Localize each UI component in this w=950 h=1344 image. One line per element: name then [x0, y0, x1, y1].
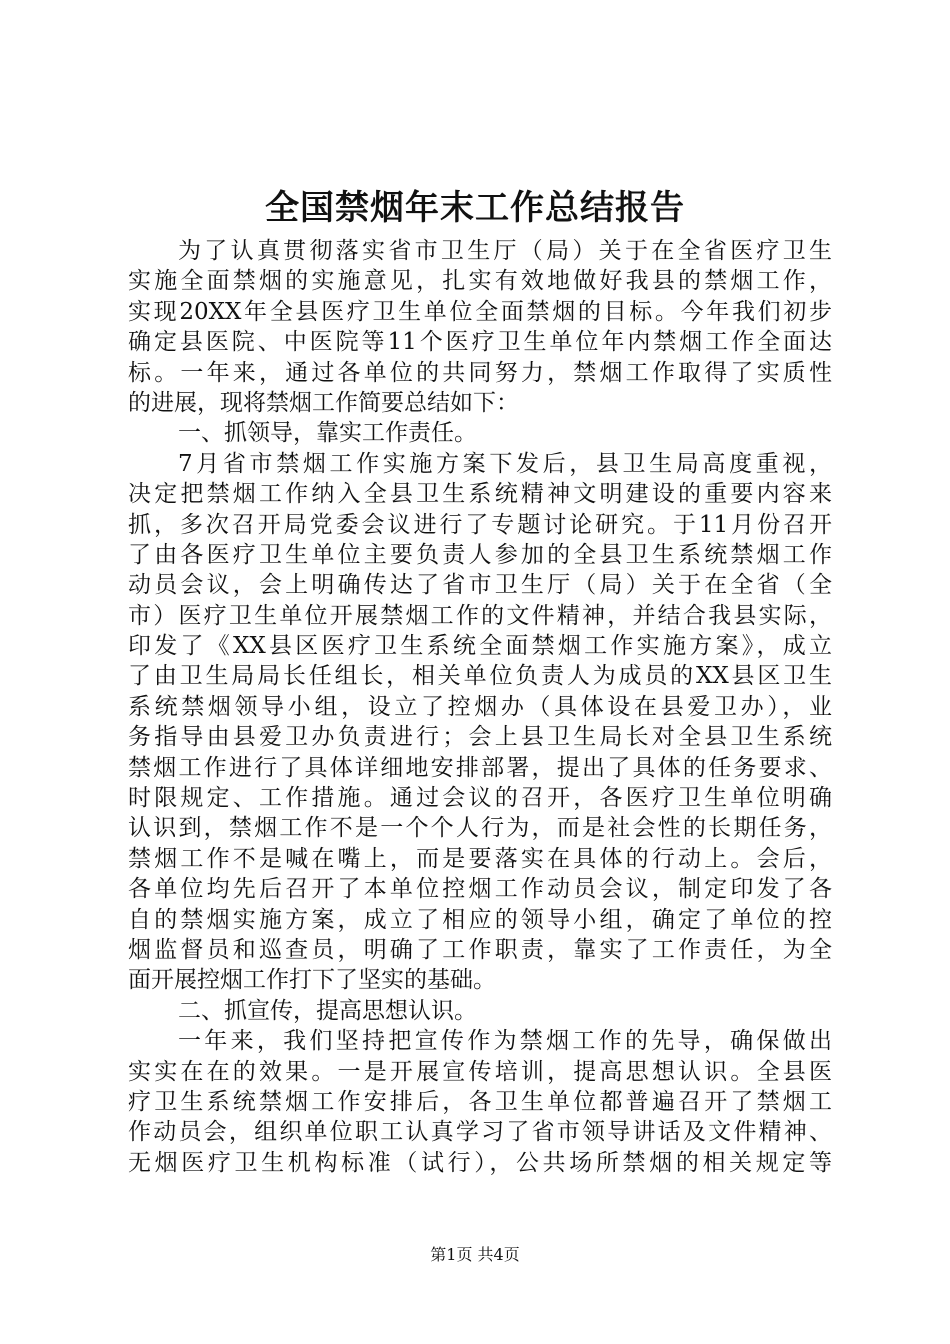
body-line: 务指导由县爱卫办负责进行；会上县卫生局长对全县卫生系统 — [128, 724, 832, 751]
body-line: 面开展控烟工作打下了坚实的基础。 — [128, 967, 496, 994]
body-line: 为了认真贯彻落实省市卫生厅（局）关于在全省医疗卫生 — [178, 238, 832, 264]
body-line: 系统禁烟领导小组，设立了控烟办（具体设在县爱卫办），业 — [128, 693, 832, 720]
body-line: 抓，多次召开局党委会议进行了专题讨论研究。于11月份召开 — [128, 511, 832, 538]
body-line: 的进展，现将禁烟工作简要总结如下： — [128, 389, 519, 416]
body-line: 实施全面禁烟的实施意见，扎实有效地做好我县的禁烟工作， — [128, 268, 832, 295]
body-line: 烟监督员和巡查员，明确了工作职责，靠实了工作责任，为全 — [128, 936, 832, 963]
body-line: 了由卫生局局长任组长，相关单位负责人为成员的XX县区卫生 — [128, 663, 832, 690]
body-line: 作动员会，组织单位职工认真学习了省市领导讲话及文件精神、 — [128, 1119, 832, 1146]
body-line: 认识到，禁烟工作不是一个个人行为，而是社会性的长期任务， — [128, 815, 832, 842]
body-line: 市）医疗卫生单位开展禁烟工作的文件精神，并结合我县实际， — [128, 602, 832, 629]
section-heading: 一、抓领导，靠实工作责任。 — [178, 420, 477, 447]
body-line: 动员会议，会上明确传达了省市卫生厅（局）关于在全省（全 — [128, 572, 832, 599]
document-title: 全国禁烟年末工作总结报告 — [265, 188, 685, 228]
page-footer: 第1页 共4页 — [430, 1245, 520, 1264]
body-line: 自的禁烟实施方案，成立了相应的领导小组，确定了单位的控 — [128, 906, 832, 933]
body-line: 印发了《XX县区医疗卫生系统全面禁烟工作实施方案》，成立 — [128, 633, 832, 660]
section-heading: 二、抓宣传，提高思想认识。 — [178, 997, 477, 1024]
body-line: 时限规定、工作措施。通过会议的召开，各医疗卫生单位明确 — [128, 785, 832, 812]
body-line: 疗卫生系统禁烟工作安排后，各卫生单位都普遍召开了禁烟工 — [128, 1088, 832, 1115]
body-line: 各单位均先后召开了本单位控烟工作动员会议，制定印发了各 — [128, 876, 832, 903]
body-line: 实实在在的效果。一是开展宣传培训，提高思想认识。全县医 — [128, 1058, 832, 1085]
body-line: 一年来，我们坚持把宣传作为禁烟工作的先导，确保做出 — [178, 1028, 832, 1055]
document-body — [128, 236, 832, 1178]
body-line: 了由各医疗卫生单位主要负责人参加的全县卫生系统禁烟工作 — [128, 541, 832, 568]
body-line: 决定把禁烟工作纳入全县卫生系统精神文明建设的重要内容来 — [128, 481, 832, 508]
body-line: 确定县医院、中医院等11个医疗卫生单位年内禁烟工作全面达 — [128, 329, 832, 356]
body-line: 无烟医疗卫生机构标准（试行），公共场所禁烟的相关规定等 — [128, 1149, 832, 1176]
body-line: 实现20XX年全县医疗卫生单位全面禁烟的目标。今年我们初步 — [128, 298, 832, 325]
body-line: 禁烟工作进行了具体详细地安排部署，提出了具体的任务要求、 — [128, 754, 832, 781]
body-line: 标。一年来，通过各单位的共同努力，禁烟工作取得了实质性 — [128, 359, 832, 386]
body-line: 禁烟工作不是喊在嘴上，而是要落实在具体的行动上。会后， — [128, 845, 832, 872]
body-line: 7月省市禁烟工作实施方案下发后，县卫生局高度重视， — [178, 450, 832, 477]
